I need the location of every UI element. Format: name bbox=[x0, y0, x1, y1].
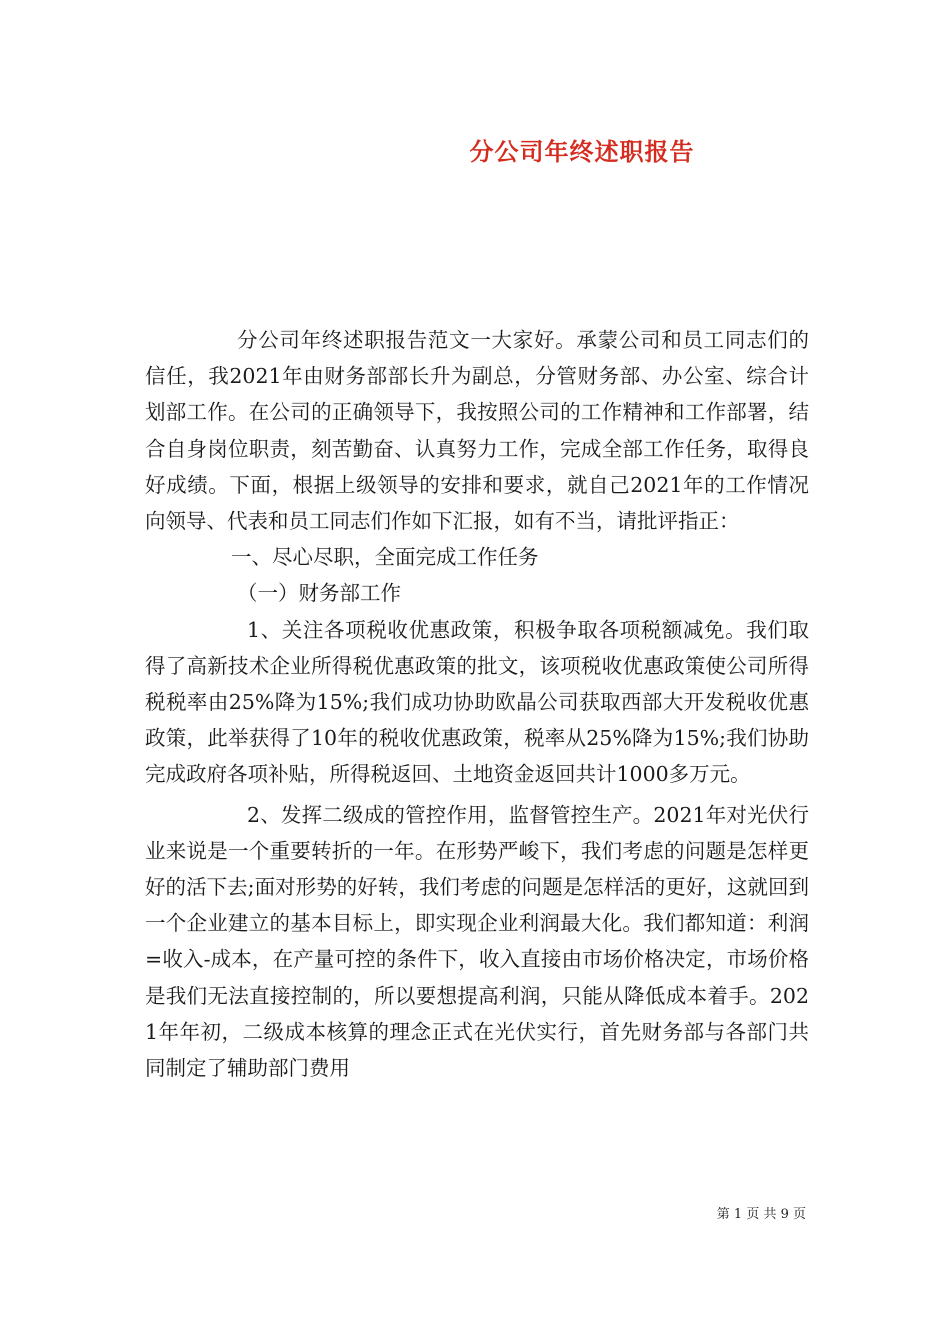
item-paragraph-1: 1、关注各项税收优惠政策，积极争取各项税额减免。我们取得了高新技术企业所得税优惠政策的批文，该项税收优惠政策使公司所得税税率由25%降为15%;我们成功协助欧晶公司获取西部大开发税收优惠政策，此举获得了10年的税收优惠政策，税率从25%降为15%;我们协助完成政府各项补贴，所得税返回、土地资金返回共计1000多万元。 bbox=[145, 617, 809, 787]
intro-paragraph: 分公司年终述职报告范文一大家好。承蒙公司和员工同志们的信任，我2021年由财务部部长升为副总，分管财务部、办公室、综合计划部工作。在公司的正确领导下，我按照公司的工作精神和工作部署，结合自身岗位职责，刻苦勤奋、认真努力工作，完成全部工作任务，取得良好成绩。下面，根据上级领导的安排和要求，就自己2021年的工作情况向领导、代表和员工同志们作如下汇报，如有不当，请批评指正： bbox=[145, 328, 809, 534]
subsection-heading: （一）财务部工作 bbox=[237, 581, 401, 606]
item-paragraph-2: 2、发挥二级成的管控作用，监督管控生产。2021年对光伏行业来说是一个重要转折的一年。在形势严峻下，我们考虑的问题是怎样更好的活下去;面对形势的好转，我们考虑的问题是怎样活的更好，这就回到一个企业建立的基本目标上，即实现企业利润最大化。我们都知道：利润=收入-成本，在产量可控的条件下，收入直接由市场价格决定，市场价格是我们无法直接控制的，所以要想提高利润，只能从降低成本着手。2021年年初，二级成本核算的理念正式在光伏实行，首先财务部与各部门共同制定了辅助部门费用 bbox=[145, 802, 809, 1081]
document-title: 分公司年终述职报告 bbox=[469, 137, 695, 166]
page-number: 第 1 页 共 9 页 bbox=[716, 1207, 806, 1222]
document-body bbox=[145, 322, 809, 1086]
section-heading: 一、尽心尽职，全面完成工作任务 bbox=[231, 545, 539, 570]
